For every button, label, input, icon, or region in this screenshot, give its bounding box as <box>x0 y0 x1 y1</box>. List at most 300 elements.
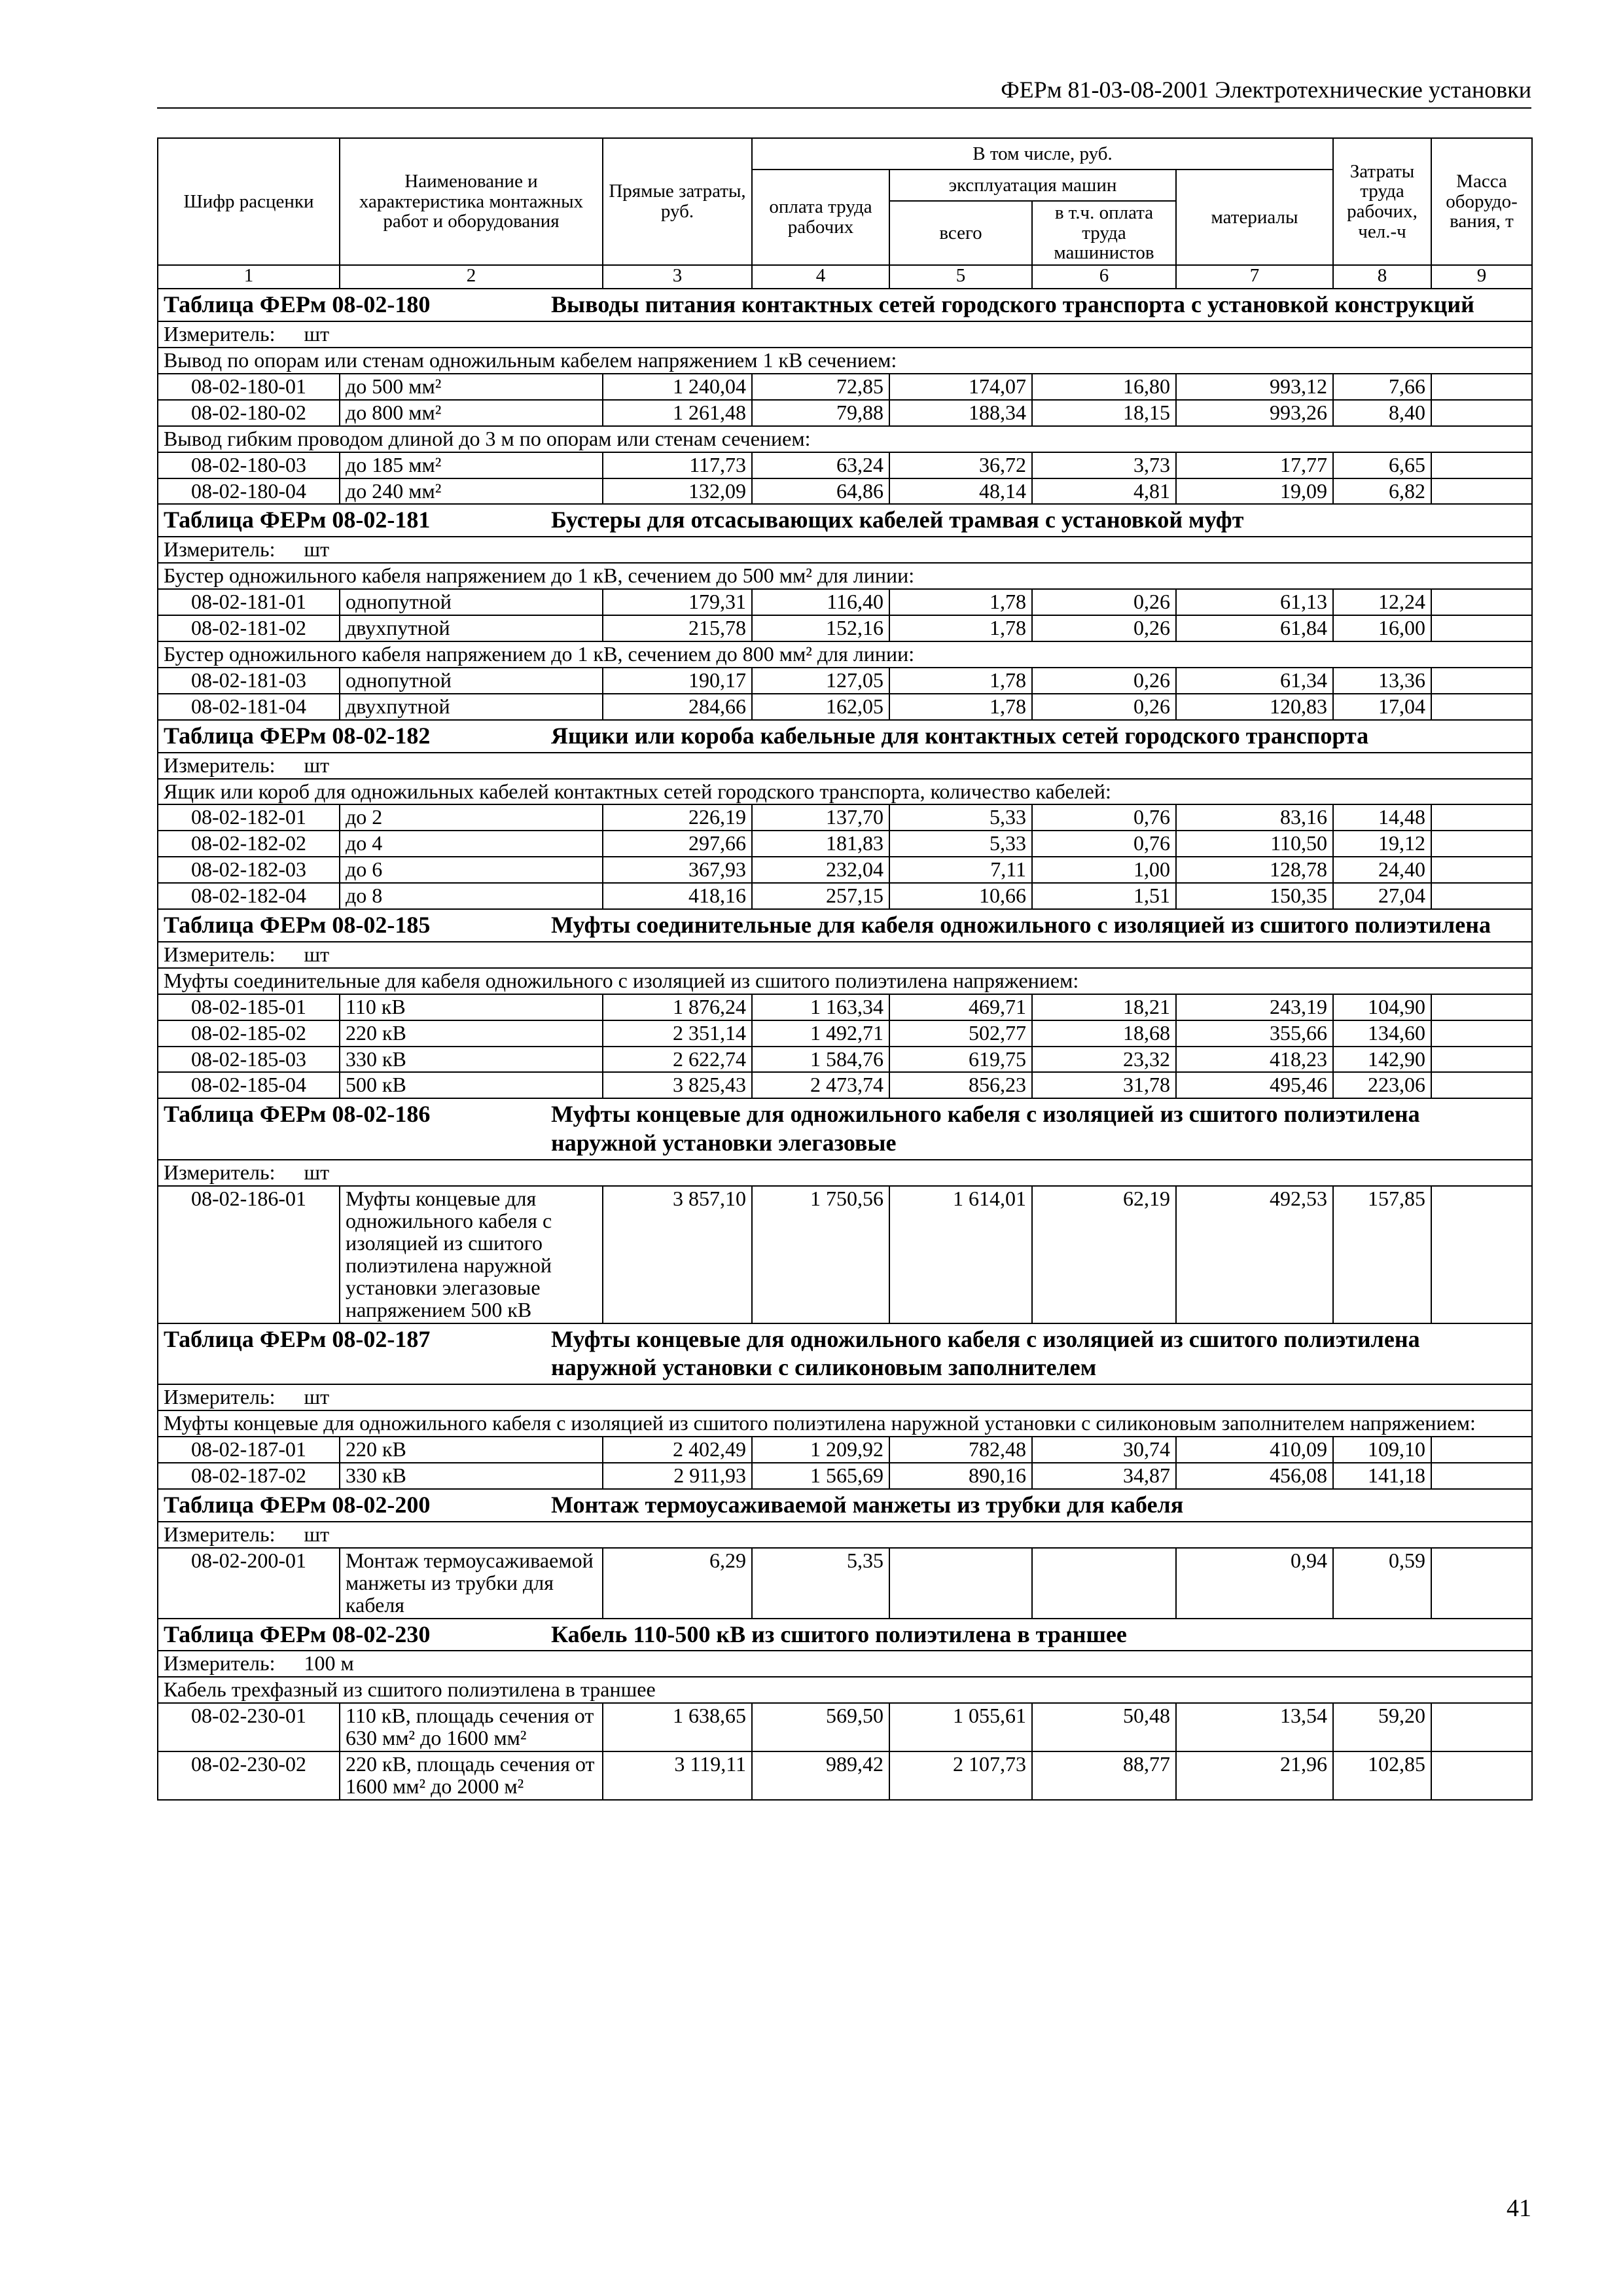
cell-mass <box>1431 857 1532 883</box>
cell-machinists: 0,26 <box>1032 615 1176 641</box>
measure-row <box>158 1522 1532 1548</box>
cell-labor: 79,88 <box>752 400 889 426</box>
col-header-machinists: в т.ч. оплата труда машинистов <box>1032 201 1176 265</box>
measure-label: Измеритель: <box>164 1160 276 1185</box>
cell-labor: 1 584,76 <box>752 1047 889 1073</box>
measure-label: Измеритель: <box>164 942 276 966</box>
cell-materials: 21,96 <box>1176 1751 1333 1800</box>
cell-materials: 495,46 <box>1176 1072 1333 1098</box>
cell-machines: 502,77 <box>889 1020 1032 1047</box>
cell-code: 08-02-200-01 <box>158 1548 340 1619</box>
cell-code: 08-02-180-01 <box>158 374 340 400</box>
cell-direct: 297,66 <box>603 831 752 857</box>
group-caption-row <box>158 641 1532 668</box>
cell-labor: 64,86 <box>752 478 889 505</box>
cell-machines: 5,33 <box>889 831 1032 857</box>
measure-row <box>158 942 1532 968</box>
cell-materials: 492,53 <box>1176 1186 1333 1323</box>
cell-code: 08-02-180-02 <box>158 400 340 426</box>
table-name: Монтаж термоусаживаемой манжеты из трубки для кабеля <box>551 1491 1184 1518</box>
table-row <box>158 857 1532 883</box>
cell-materials: 150,35 <box>1176 883 1333 909</box>
measure-row <box>158 1384 1532 1410</box>
cell-materials: 993,12 <box>1176 374 1333 400</box>
cell-machines: 469,71 <box>889 994 1032 1020</box>
cell-mass <box>1431 478 1532 505</box>
cell-code: 08-02-181-02 <box>158 615 340 641</box>
col-header-materials: материалы <box>1176 170 1333 265</box>
cell-code: 08-02-181-01 <box>158 589 340 615</box>
cell-machines <box>889 1548 1032 1619</box>
table-row <box>158 1047 1532 1073</box>
cell-name: 220 кВ <box>340 1020 603 1047</box>
cell-code: 08-02-182-02 <box>158 831 340 857</box>
table-row <box>158 1072 1532 1098</box>
table-id: Таблица ФЕРм 08-02-185 <box>164 912 431 939</box>
cell-code: 08-02-181-03 <box>158 668 340 694</box>
cell-labor: 162,05 <box>752 694 889 720</box>
cell-direct: 6,29 <box>603 1548 752 1619</box>
cell-materials: 110,50 <box>1176 831 1333 857</box>
measure-value: шт <box>304 1160 330 1185</box>
table-id: Таблица ФЕРм 08-02-230 <box>164 1621 431 1647</box>
cell-direct: 1 638,65 <box>603 1703 752 1751</box>
cell-labor: 72,85 <box>752 374 889 400</box>
cell-labor: 1 565,69 <box>752 1463 889 1489</box>
table-id: Таблица ФЕРм 08-02-182 <box>164 722 431 749</box>
measure-value: шт <box>304 942 330 966</box>
table-title-wrap <box>164 1491 1526 1520</box>
cell-name: 110 кВ <box>340 994 603 1020</box>
col-number: 9 <box>1431 265 1532 289</box>
cell-hours: 17,04 <box>1333 694 1431 720</box>
cell-materials: 456,08 <box>1176 1463 1333 1489</box>
cell-labor: 116,40 <box>752 589 889 615</box>
cell-name: до 2 <box>340 804 603 831</box>
cell-mass <box>1431 668 1532 694</box>
cell-labor: 181,83 <box>752 831 889 857</box>
table-title-row <box>158 504 1532 537</box>
cell-direct: 132,09 <box>603 478 752 505</box>
cell-materials: 61,84 <box>1176 615 1333 641</box>
cell-direct: 1 240,04 <box>603 374 752 400</box>
cell-labor: 232,04 <box>752 857 889 883</box>
cell-code: 08-02-185-01 <box>158 994 340 1020</box>
col-header-mass: Масса оборудо-вания, т <box>1431 138 1532 265</box>
table-row <box>158 400 1532 426</box>
cell-machines: 188,34 <box>889 400 1032 426</box>
cell-machines: 782,48 <box>889 1437 1032 1463</box>
col-number: 2 <box>340 265 603 289</box>
col-header-direct: Прямые затраты, руб. <box>603 138 752 265</box>
cell-hours: 0,59 <box>1333 1548 1431 1619</box>
group-caption: Бустер одножильного кабеля напряжением до 1 кВ, сечением до 800 мм² для линии: <box>158 641 1532 668</box>
col-header-name: Наименование и характеристика монтажных работ и оборудования <box>340 138 603 265</box>
table-row <box>158 694 1532 720</box>
cell-code: 08-02-181-04 <box>158 694 340 720</box>
cell-direct: 179,31 <box>603 589 752 615</box>
table-title-wrap <box>164 1621 1526 1649</box>
cell-hours: 102,85 <box>1333 1751 1431 1800</box>
group-caption: Муфты соединительные для кабеля одножильного с изоляцией из сшитого полиэтилена напряжением: <box>158 968 1532 994</box>
cell-name: 220 кВ <box>340 1437 603 1463</box>
table-row <box>158 615 1532 641</box>
cell-mass <box>1431 694 1532 720</box>
cell-name: до 240 мм² <box>340 478 603 505</box>
measure-cell <box>158 1160 1532 1186</box>
table-title <box>158 1619 1532 1651</box>
cell-name: 500 кВ <box>340 1072 603 1098</box>
cell-hours: 8,40 <box>1333 400 1431 426</box>
cell-mass <box>1431 1751 1532 1800</box>
measure-cell <box>158 1522 1532 1548</box>
cell-code: 08-02-182-04 <box>158 883 340 909</box>
cell-direct: 284,66 <box>603 694 752 720</box>
measure-label: Измеритель: <box>164 753 276 777</box>
group-caption-row <box>158 1410 1532 1437</box>
cell-code: 08-02-180-03 <box>158 452 340 478</box>
table-title <box>158 289 1532 321</box>
cell-machinists <box>1032 1548 1176 1619</box>
cell-direct: 2 622,74 <box>603 1047 752 1073</box>
table-id: Таблица ФЕРм 08-02-181 <box>164 507 431 533</box>
table-row <box>158 1186 1532 1323</box>
col-header-hours: Затраты труда рабочих, чел.-ч <box>1333 138 1431 265</box>
group-caption-row <box>158 1677 1532 1703</box>
cell-hours: 109,10 <box>1333 1437 1431 1463</box>
table-title-row <box>158 1619 1532 1651</box>
col-number: 3 <box>603 265 752 289</box>
cell-machinists: 18,15 <box>1032 400 1176 426</box>
table-row <box>158 374 1532 400</box>
cell-mass <box>1431 400 1532 426</box>
cell-hours: 19,12 <box>1333 831 1431 857</box>
cell-machines: 1,78 <box>889 589 1032 615</box>
measure-value: шт <box>304 1522 330 1546</box>
table-row <box>158 478 1532 505</box>
table-row <box>158 994 1532 1020</box>
cell-hours: 27,04 <box>1333 883 1431 909</box>
cell-code: 08-02-185-03 <box>158 1047 340 1073</box>
table-body <box>158 289 1532 1800</box>
cell-name: 330 кВ <box>340 1463 603 1489</box>
cell-materials: 0,94 <box>1176 1548 1333 1619</box>
cell-machinists: 23,32 <box>1032 1047 1176 1073</box>
table-title-row <box>158 720 1532 753</box>
table-row <box>158 831 1532 857</box>
rates-table <box>157 137 1533 1801</box>
cell-machines: 36,72 <box>889 452 1032 478</box>
table-name: Муфты концевые для одножильного кабеля с изоляцией из сшитого полиэтилена наружной установки с силиконовым заполнителем <box>551 1325 1420 1381</box>
group-caption-row <box>158 563 1532 589</box>
measure-label: Измеритель: <box>164 1651 276 1676</box>
table-id: Таблица ФЕРм 08-02-180 <box>164 291 431 318</box>
cell-direct: 117,73 <box>603 452 752 478</box>
col-header-machines-total: всего <box>889 201 1032 265</box>
cell-name: Муфты концевые для одножильного кабеля с изоляцией из сшитого полиэтилена наружной установки элегазовые напряжением 500 кВ <box>340 1186 603 1323</box>
cell-code: 08-02-182-01 <box>158 804 340 831</box>
measure-label: Измеритель: <box>164 1522 276 1546</box>
cell-direct: 367,93 <box>603 857 752 883</box>
measure-cell <box>158 1384 1532 1410</box>
col-header-code: Шифр расценки <box>158 138 340 265</box>
cell-machinists: 1,00 <box>1032 857 1176 883</box>
cell-machinists: 30,74 <box>1032 1437 1176 1463</box>
cell-name: однопутной <box>340 589 603 615</box>
cell-code: 08-02-187-02 <box>158 1463 340 1489</box>
cell-materials: 410,09 <box>1176 1437 1333 1463</box>
group-caption: Бустер одножильного кабеля напряжением до 1 кВ, сечением до 500 мм² для линии: <box>158 563 1532 589</box>
cell-materials: 243,19 <box>1176 994 1333 1020</box>
cell-labor: 2 473,74 <box>752 1072 889 1098</box>
cell-labor: 1 163,34 <box>752 994 889 1020</box>
cell-labor: 152,16 <box>752 615 889 641</box>
cell-machines: 1,78 <box>889 615 1032 641</box>
cell-machinists: 18,21 <box>1032 994 1176 1020</box>
table-id: Таблица ФЕРм 08-02-200 <box>164 1491 431 1518</box>
cell-mass <box>1431 1703 1532 1751</box>
measure-label: Измеритель: <box>164 322 276 346</box>
table-title <box>158 1323 1532 1385</box>
cell-code: 08-02-230-02 <box>158 1751 340 1800</box>
cell-direct: 3 825,43 <box>603 1072 752 1098</box>
group-caption: Муфты концевые для одножильного кабеля с изоляцией из сшитого полиэтилена наружной установки с силиконовым заполнителем напряжением: <box>158 1410 1532 1437</box>
table-title-wrap <box>164 911 1526 940</box>
col-header-labor: оплата труда рабочих <box>752 170 889 265</box>
measure-value: 100 м <box>304 1651 354 1676</box>
group-caption: Ящик или короб для одножильных кабелей контактных сетей городского транспорта, количество кабелей: <box>158 779 1532 805</box>
table-row <box>158 883 1532 909</box>
cell-name: 330 кВ <box>340 1047 603 1073</box>
group-caption: Вывод по опорам или стенам одножильным кабелем напряжением 1 кВ сечением: <box>158 348 1532 374</box>
table-id: Таблица ФЕРм 08-02-187 <box>164 1325 431 1352</box>
cell-machines: 1,78 <box>889 668 1032 694</box>
table-row <box>158 452 1532 478</box>
group-caption-row <box>158 968 1532 994</box>
table-row <box>158 1437 1532 1463</box>
table-title-row <box>158 1323 1532 1385</box>
cell-direct: 2 351,14 <box>603 1020 752 1047</box>
cell-name: до 500 мм² <box>340 374 603 400</box>
cell-hours: 104,90 <box>1333 994 1431 1020</box>
cell-mass <box>1431 1047 1532 1073</box>
cell-machines: 856,23 <box>889 1072 1032 1098</box>
cell-machinists: 18,68 <box>1032 1020 1176 1047</box>
cell-machinists: 50,48 <box>1032 1703 1176 1751</box>
cell-mass <box>1431 1548 1532 1619</box>
measure-value: шт <box>304 537 330 562</box>
col-number: 4 <box>752 265 889 289</box>
measure-cell <box>158 753 1532 779</box>
cell-direct: 190,17 <box>603 668 752 694</box>
measure-value: шт <box>304 1385 330 1409</box>
cell-name: 220 кВ, площадь сечения от 1600 мм² до 2000 м² <box>340 1751 603 1800</box>
cell-labor: 257,15 <box>752 883 889 909</box>
cell-machines: 5,33 <box>889 804 1032 831</box>
measure-cell <box>158 537 1532 563</box>
measure-cell <box>158 942 1532 968</box>
table-id: Таблица ФЕРм 08-02-186 <box>164 1101 431 1128</box>
group-caption: Вывод гибким проводом длиной до 3 м по опорам или стенам сечением: <box>158 426 1532 452</box>
cell-machinists: 0,26 <box>1032 694 1176 720</box>
cell-hours: 59,20 <box>1333 1703 1431 1751</box>
cell-materials: 13,54 <box>1176 1703 1333 1751</box>
measure-row <box>158 537 1532 563</box>
cell-machines: 174,07 <box>889 374 1032 400</box>
measure-row <box>158 1160 1532 1186</box>
cell-machinists: 0,26 <box>1032 668 1176 694</box>
cell-machines: 7,11 <box>889 857 1032 883</box>
cell-materials: 61,34 <box>1176 668 1333 694</box>
table-row <box>158 589 1532 615</box>
cell-mass <box>1431 452 1532 478</box>
page-header: ФЕРм 81-03-08-2001 Электротехнические установки <box>157 72 1531 109</box>
cell-labor: 989,42 <box>752 1751 889 1800</box>
cell-mass <box>1431 1072 1532 1098</box>
measure-label: Измеритель: <box>164 1385 276 1409</box>
cell-labor: 1 209,92 <box>752 1437 889 1463</box>
cell-materials: 355,66 <box>1176 1020 1333 1047</box>
cell-materials: 128,78 <box>1176 857 1333 883</box>
cell-materials: 418,23 <box>1176 1047 1333 1073</box>
table-title-row <box>158 1098 1532 1160</box>
group-caption-row <box>158 348 1532 374</box>
table-name: Бустеры для отсасывающих кабелей трамвая с установкой муфт <box>551 507 1244 533</box>
cell-code: 08-02-230-01 <box>158 1703 340 1751</box>
table-title-wrap <box>164 1100 1526 1158</box>
cell-direct: 3 857,10 <box>603 1186 752 1323</box>
col-number: 5 <box>889 265 1032 289</box>
measure-value: шт <box>304 322 330 346</box>
group-caption: Кабель трехфазный из сшитого полиэтилена в траншее <box>158 1677 1532 1703</box>
cell-hours: 6,65 <box>1333 452 1431 478</box>
col-header-machines: эксплуатация машин <box>889 170 1176 201</box>
cell-hours: 14,48 <box>1333 804 1431 831</box>
cell-mass <box>1431 831 1532 857</box>
table-title-row <box>158 909 1532 942</box>
cell-labor: 127,05 <box>752 668 889 694</box>
cell-hours: 13,36 <box>1333 668 1431 694</box>
cell-hours: 142,90 <box>1333 1047 1431 1073</box>
cell-code: 08-02-180-04 <box>158 478 340 505</box>
cell-hours: 134,60 <box>1333 1020 1431 1047</box>
cell-hours: 141,18 <box>1333 1463 1431 1489</box>
cell-mass <box>1431 804 1532 831</box>
cell-mass <box>1431 615 1532 641</box>
cell-machines: 890,16 <box>889 1463 1032 1489</box>
cell-direct: 215,78 <box>603 615 752 641</box>
cell-labor: 569,50 <box>752 1703 889 1751</box>
cell-hours: 24,40 <box>1333 857 1431 883</box>
measure-label: Измеритель: <box>164 537 276 562</box>
table-row <box>158 1548 1532 1619</box>
cell-machines: 619,75 <box>889 1047 1032 1073</box>
page-number: 41 <box>1507 2195 1531 2222</box>
table-name: Ящики или короба кабельные для контактных сетей городского транспорта <box>551 722 1369 749</box>
cell-machinists: 16,80 <box>1032 374 1176 400</box>
table-title-wrap <box>164 506 1526 535</box>
table-name: Выводы питания контактных сетей городского транспорта с установкой конструкций <box>551 291 1474 318</box>
measure-row <box>158 321 1532 348</box>
cell-labor: 1 492,71 <box>752 1020 889 1047</box>
table-title-wrap <box>164 291 1526 319</box>
cell-direct: 2 402,49 <box>603 1437 752 1463</box>
cell-labor: 137,70 <box>752 804 889 831</box>
cell-mass <box>1431 994 1532 1020</box>
table-title-row <box>158 1489 1532 1522</box>
cell-direct: 418,16 <box>603 883 752 909</box>
cell-direct: 3 119,11 <box>603 1751 752 1800</box>
cell-mass <box>1431 1463 1532 1489</box>
measure-value: шт <box>304 753 330 777</box>
cell-hours: 223,06 <box>1333 1072 1431 1098</box>
table-title <box>158 504 1532 537</box>
cell-materials: 993,26 <box>1176 400 1333 426</box>
cell-mass <box>1431 1020 1532 1047</box>
cell-direct: 226,19 <box>603 804 752 831</box>
table-row <box>158 1751 1532 1800</box>
cell-machines: 2 107,73 <box>889 1751 1032 1800</box>
cell-code: 08-02-185-04 <box>158 1072 340 1098</box>
cell-hours: 6,82 <box>1333 478 1431 505</box>
cell-code: 08-02-187-01 <box>158 1437 340 1463</box>
cell-mass <box>1431 1186 1532 1323</box>
cell-name: двухпутной <box>340 615 603 641</box>
table-name: Кабель 110-500 кВ из сшитого полиэтилена в траншее <box>551 1621 1127 1647</box>
cell-hours: 7,66 <box>1333 374 1431 400</box>
table-title <box>158 1489 1532 1522</box>
table-title-wrap <box>164 1325 1526 1383</box>
cell-name: до 8 <box>340 883 603 909</box>
table-title-row <box>158 289 1532 321</box>
cell-mass <box>1431 589 1532 615</box>
cell-materials: 17,77 <box>1176 452 1333 478</box>
table-row <box>158 1703 1532 1751</box>
cell-materials: 120,83 <box>1176 694 1333 720</box>
cell-name: однопутной <box>340 668 603 694</box>
cell-materials: 83,16 <box>1176 804 1333 831</box>
cell-machinists: 3,73 <box>1032 452 1176 478</box>
measure-cell <box>158 1651 1532 1677</box>
cell-name: до 800 мм² <box>340 400 603 426</box>
table-row <box>158 1463 1532 1489</box>
cell-code: 08-02-185-02 <box>158 1020 340 1047</box>
col-number: 1 <box>158 265 340 289</box>
cell-direct: 2 911,93 <box>603 1463 752 1489</box>
group-caption-row <box>158 779 1532 805</box>
measure-cell <box>158 321 1532 348</box>
cell-machines: 1 055,61 <box>889 1703 1032 1751</box>
table-title <box>158 720 1532 753</box>
cell-name: 110 кВ, площадь сечения от 630 мм² до 1600 мм² <box>340 1703 603 1751</box>
cell-labor: 1 750,56 <box>752 1186 889 1323</box>
cell-machines: 1 614,01 <box>889 1186 1032 1323</box>
cell-name: до 6 <box>340 857 603 883</box>
cell-mass <box>1431 374 1532 400</box>
cell-code: 08-02-186-01 <box>158 1186 340 1323</box>
cell-machinists: 31,78 <box>1032 1072 1176 1098</box>
col-number: 7 <box>1176 265 1333 289</box>
col-header-incl: В том числе, руб. <box>752 138 1333 170</box>
cell-machinists: 88,77 <box>1032 1751 1176 1800</box>
cell-machinists: 4,81 <box>1032 478 1176 505</box>
cell-name: до 185 мм² <box>340 452 603 478</box>
table-row <box>158 1020 1532 1047</box>
cell-name: до 4 <box>340 831 603 857</box>
col-number: 6 <box>1032 265 1176 289</box>
col-number: 8 <box>1333 265 1431 289</box>
table-title-wrap <box>164 722 1526 751</box>
